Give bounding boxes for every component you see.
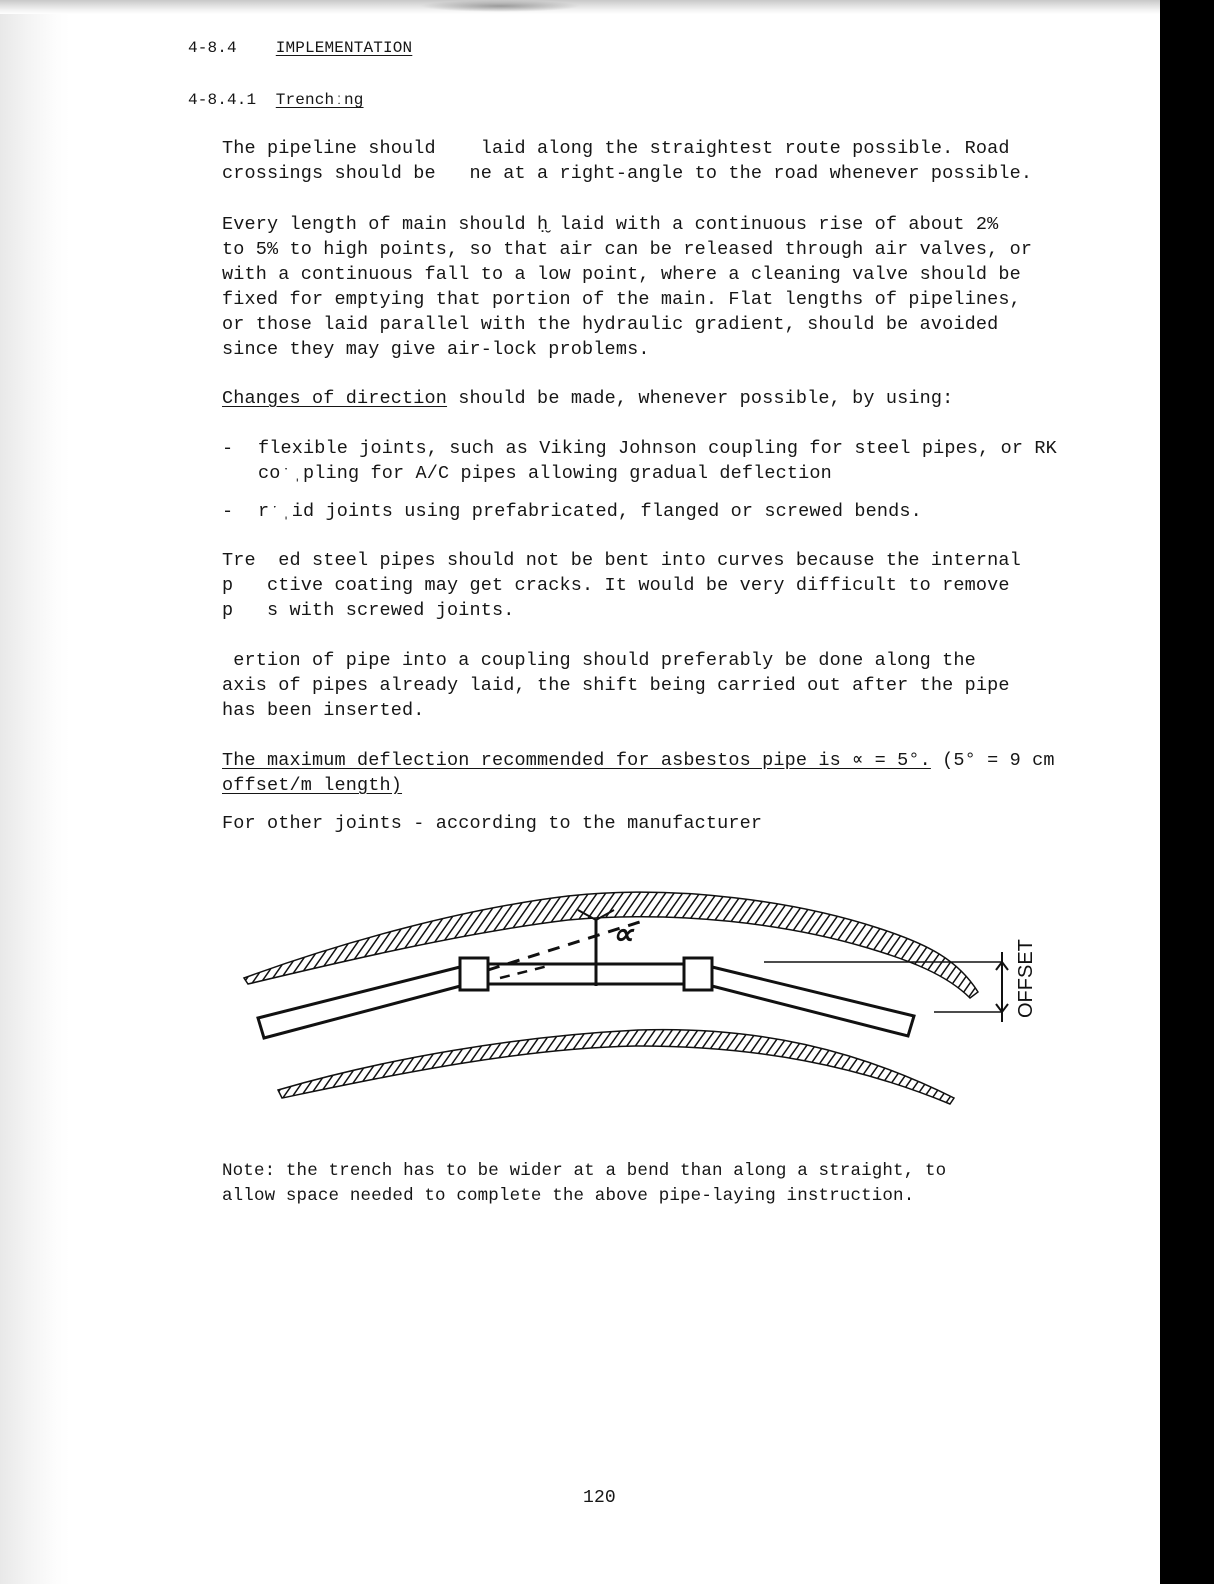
page-number: 120 (583, 1488, 616, 1508)
subsection-number: 4-8.4.1 (188, 91, 257, 109)
para2-line3: with a continuous fall to a low point, where a cleaning valve should be (222, 264, 1021, 285)
para5-line1: ertion of pipe into a coupling should preferably be done along the (222, 650, 976, 671)
para6-line2-underlined: offset/m length) (222, 775, 403, 796)
subsection-heading (188, 88, 364, 114)
note-line2: allow space needed to complete the above pipe-laying instruction. (222, 1186, 915, 1206)
para6-line1 (222, 748, 1055, 774)
para2-line2: to 5% to high points, so that air can be released through air valves, or (222, 239, 1033, 260)
left-coupling (460, 958, 488, 990)
para2-line4: fixed for emptying that portion of the main. Flat lengths of pipelines, (222, 289, 1021, 310)
alpha-label: ∝ (612, 918, 634, 951)
bullet1-line1: flexible joints, such as Viking Johnson coupling for steel pipes, or RK (258, 438, 1057, 459)
right-coupling (684, 958, 712, 990)
bullet2-line1: rˑˌid joints using prefabricated, flanged or screwed bends. (258, 501, 922, 522)
para6-underlined: The maximum deflection recommended for asbestos pipe is ∝ = 5°. (222, 750, 931, 771)
para3 (222, 386, 953, 412)
para4-line1: Tre ed steel pipes should not be bent into curves because the internal (222, 550, 1021, 571)
note-line1: Note: the trench has to be wider at a bend than along a straight, to (222, 1161, 947, 1181)
para3-underlined: Changes of direction (222, 388, 448, 409)
bullet1-dash: - (222, 438, 234, 459)
para2-line5: or those laid parallel with the hydraulic gradient, should be avoided (222, 314, 999, 335)
middle-pipe (484, 964, 688, 984)
para6-rest: (5° = 9 cm (930, 750, 1055, 771)
para5-line3: has been inserted. (222, 700, 425, 721)
para3-rest: should be made, whenever possible, by using: (447, 388, 954, 409)
scan-border-right (1160, 0, 1214, 1584)
offset-label: OFFSET (1015, 939, 1037, 1018)
left-pipe (258, 966, 468, 1038)
para4-line3: p s with screwed joints. (222, 600, 515, 621)
para7: For other joints - according to the manufacturer (222, 813, 763, 834)
para1-line1: The pipeline should laid along the straightest route possible. Road (222, 138, 1010, 159)
para6-line2 (222, 773, 402, 799)
right-pipe (704, 966, 914, 1036)
scan-shadow-left (0, 0, 70, 1584)
bullet1-line2: coˑˌpling for A/C pipes allowing gradual deflection (258, 463, 832, 484)
para5-line2: axis of pipes already laid, the shift being carried out after the pipe (222, 675, 1010, 696)
lower-soil-band (278, 1030, 954, 1104)
para4-line2: p ctive coating may get cracks. It would be very difficult to remove (222, 575, 1010, 596)
pipe-deflection-figure (238, 880, 1068, 1120)
scan-shadow-top (0, 0, 1160, 14)
para2-line1: Every length of main should ḥ̮ laid with a continuous rise of about 2% (222, 214, 999, 235)
scan-smudge (420, 0, 580, 12)
section-title: IMPLEMENTATION (275, 39, 413, 57)
bullet2-dash: - (222, 501, 234, 522)
para1-line2: crossings should be ne at a right-angle to the road whenever possible. (222, 163, 1033, 184)
subsection-title: Trenchːng (275, 91, 364, 109)
section-heading (188, 36, 412, 62)
para2-line6: since they may give air-lock problems. (222, 339, 650, 360)
section-number: 4-8.4 (188, 39, 237, 57)
